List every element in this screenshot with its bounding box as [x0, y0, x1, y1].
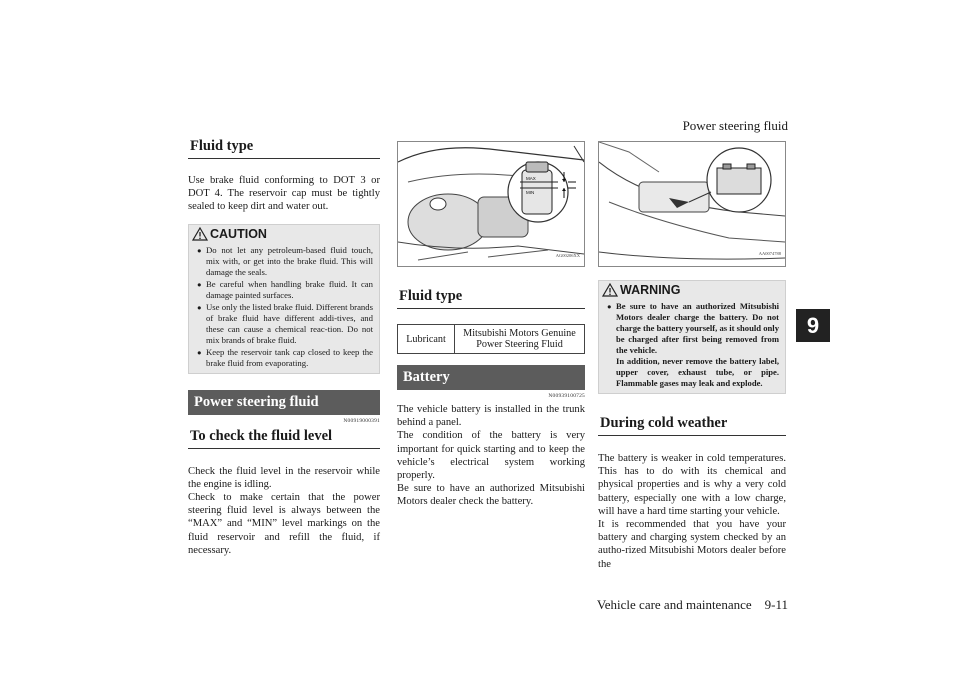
caution-label: CAUTION: [210, 226, 267, 241]
cold-weather-text: The battery is weaker in cold temperatures. This has to do with its chemical and physical properties and is why a very cold battery, especially one with a low charge, will have a hard time starting your vehicle. It is recommended that you have your battery and charging system checked by an autho-rized Mitsubishi Motors dealer before the: [598, 453, 786, 570]
table-label-cell: Lubricant: [398, 325, 455, 354]
table-row: [398, 325, 585, 354]
warning-list: [599, 301, 785, 389]
warning-triangle-icon: [602, 283, 618, 297]
max-label: MAX: [526, 176, 536, 181]
battery-text: The vehicle battery is installed in the trunk behind a panel. The condition of the battery is very important for quick starting and to keep the vehicle’s electrical system working properly. Be sure to have an authorized Mitsubishi Motors dealer check the battery.: [397, 404, 585, 508]
caution-item: ● Use only the listed brake fluid. Different brands of brake fluid have different addi-tives, and these can cause a chemical reac-tion. Do not mix brands of brake fluid.: [197, 302, 373, 346]
battery-code: N00939100725: [548, 393, 585, 399]
caution-item: ● Keep the reservoir tank cap closed to keep the brake fluid from evaporating.: [197, 347, 373, 369]
check-heading: To check the fluid level: [188, 428, 380, 449]
running-foot: Vehicle care and maintenance 9-11: [596, 597, 788, 612]
engine-figure-code: AG00206XX: [555, 253, 580, 258]
psf-heading: Power steering fluid: [188, 390, 380, 415]
table-value-cell: Mitsubishi Motors Genuine Power Steering Fluid: [455, 325, 585, 354]
warning-triangle-icon: [192, 227, 208, 241]
min-label: MIN: [526, 190, 535, 195]
column-3: [598, 141, 786, 571]
fluid-type-heading: Fluid type: [188, 138, 380, 159]
engine-bay-illustration: [398, 142, 584, 266]
trunk-battery-figure: [598, 141, 786, 267]
fluid-table: [397, 324, 585, 354]
fluid-type-heading-2: Fluid type: [397, 288, 585, 309]
warning-title: [599, 281, 785, 299]
chapter-tab: 9: [796, 309, 830, 342]
column-1: [188, 138, 380, 557]
check-text: Check the fluid level in the reservoir while the engine is idling. Check to make certain that the power steering fluid level is always between the “MAX” and “MIN” level markings on the fluid reservoir and refill the fluid, if necessary.: [188, 465, 380, 556]
battery-heading: Battery: [397, 365, 585, 390]
column-2: [397, 141, 585, 509]
engine-bay-figure: [397, 141, 585, 267]
caution-item: ● Do not let any petroleum-based fluid touch, mix with, or get into the brake fluid. This will damage the seals.: [197, 245, 373, 278]
caution-title: [189, 225, 379, 243]
running-title: Power steering fluid: [682, 118, 788, 133]
fluid-type-text: Use brake fluid conforming to DOT 3 or DOT 4. The reservoir cap must be tightly sealed to keep dirt and water out.: [188, 175, 380, 213]
warning-label: WARNING: [620, 283, 681, 297]
trunk-battery-illustration: [599, 142, 785, 266]
caution-list: [189, 245, 379, 369]
caution-box: [188, 224, 380, 374]
warning-box: [598, 280, 786, 394]
psf-code: N00919000391: [343, 417, 380, 424]
warning-item: ● Be sure to have an authorized Mitsubishi Motors dealer charge the battery. Do not charge the battery yourself, as it should only be charged after first being removed from the vehicle. In addition, never remove the battery label, upper cover, exhaust tube, or pipe. Flammable gases may leak and explode.: [607, 301, 779, 389]
caution-item: ● Be careful when handling brake fluid. It can damage painted surfaces.: [197, 279, 373, 301]
cold-weather-heading: During cold weather: [598, 415, 786, 436]
trunk-figure-code: AA0074788: [758, 251, 781, 256]
